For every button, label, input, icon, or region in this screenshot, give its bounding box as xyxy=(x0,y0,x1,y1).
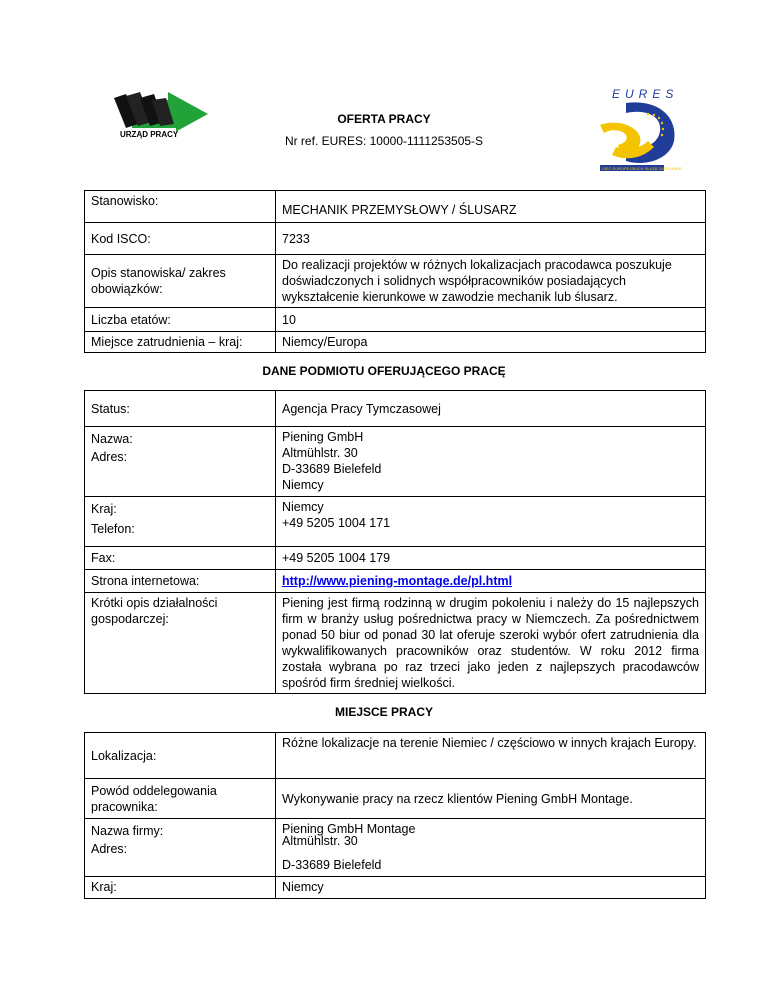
workplace-adres-line-1: Altmühlstr. 30 xyxy=(282,834,358,848)
workplace-kraj-label: Kraj: xyxy=(85,877,276,899)
employer-section-title: DANE PODMIOTU OFERUJĄCEGO PRACĘ xyxy=(262,364,506,378)
opis-stanowiska-label: Opis stanowiska/ zakres obowiązków: xyxy=(85,255,276,308)
urzad-pracy-logo-text: URZĄD PRACY xyxy=(120,130,179,139)
table-row xyxy=(85,332,706,353)
employer-table xyxy=(84,390,706,694)
table-row xyxy=(85,779,706,819)
nazwa-value: Piening GmbH xyxy=(282,430,364,444)
miejsce-zatrudnienia-label: Miejsce zatrudnienia – kraj: xyxy=(85,332,276,353)
website-link[interactable]: http://www.piening-montage.de/pl.html xyxy=(282,574,513,588)
adres-label: Adres: xyxy=(91,450,128,464)
workplace-kraj-value: Niemcy xyxy=(276,877,706,899)
firma-adres-labels xyxy=(85,819,276,877)
reference-number: Nr ref. EURES: 10000-1111253505-S xyxy=(284,134,484,148)
eures-logo xyxy=(596,85,682,173)
status-label: Status: xyxy=(85,391,276,427)
table-row xyxy=(85,391,706,427)
adres-line-1: Altmühlstr. 30 xyxy=(282,446,358,460)
powod-value: Wykonywanie pracy na rzecz klientów Piening GmbH Montage. xyxy=(276,779,706,819)
fax-label: Fax: xyxy=(85,547,276,570)
workplace-section-title: MIEJSCE PRACY xyxy=(334,705,434,719)
table-row xyxy=(85,255,706,308)
opis-stanowiska-value: Do realizacji projektów w różnych lokalizacjach pracodawca poszukuje doświadczonych i solidnych współpracowników posiadających wykształcenie kierunkowe w zawodzie mechanik lub ślusarz. xyxy=(276,255,706,308)
table-row xyxy=(85,223,706,255)
workplace-adres-label: Adres: xyxy=(91,842,128,856)
liczba-etatow-label: Liczba etatów: xyxy=(85,308,276,332)
table-row xyxy=(85,427,706,497)
table-row xyxy=(85,547,706,570)
firma-adres-values xyxy=(276,819,706,877)
table-row xyxy=(85,570,706,593)
kraj-telefon-labels xyxy=(85,497,276,547)
www-value xyxy=(276,570,706,593)
www-label: Strona internetowa: xyxy=(85,570,276,593)
nazwa-label: Nazwa: xyxy=(91,432,133,446)
kraj-label: Kraj: xyxy=(91,502,117,516)
telefon-label: Telefon: xyxy=(91,522,135,536)
table-row xyxy=(85,593,706,694)
liczba-etatow-value: 10 xyxy=(276,308,706,332)
lokalizacja-value: Różne lokalizacje na terenie Niemiec / częściowo w innych krajach Europy. xyxy=(276,733,706,779)
powod-label: Powód oddelegowania pracownika: xyxy=(85,779,276,819)
status-value: Agencja Pracy Tymczasowej xyxy=(276,391,706,427)
isco-label: Kod ISCO: xyxy=(85,223,276,255)
adres-line-3: Niemcy xyxy=(282,478,324,492)
table-row xyxy=(85,497,706,547)
nazwa-firmy-label: Nazwa firmy: xyxy=(91,824,164,838)
kraj-value: Niemcy xyxy=(282,500,324,514)
nazwa-adres-values xyxy=(276,427,706,497)
table-row xyxy=(85,877,706,899)
workplace-adres-line-2: D-33689 Bielefeld xyxy=(282,858,382,872)
adres-line-2: D-33689 Bielefeld xyxy=(282,462,382,476)
lokalizacja-label: Lokalizacja: xyxy=(85,733,276,779)
offer-title: OFERTA PRACY xyxy=(337,112,431,126)
table-row xyxy=(85,191,706,223)
nazwa-adres-labels xyxy=(85,427,276,497)
job-table xyxy=(84,190,706,353)
opis-dzialalnosci-label: Krótki opis działalności gospodarczej: xyxy=(85,593,276,694)
opis-dzialalnosci-value: Piening jest firmą rodzinną w drugim pokoleniu i należy do 15 najlepszych firm w branży usług pośrednictwa pracy w Niemczech. Za pośrednictwem ponad 50 biur od ponad 30 lat oferuje szeroki wybór ofert zatrudnienia dla wykwalifikowanych pracowników oraz studentów. W roku 2012 firma została wybrana po raz trzeci jako jeden z najlepszych pracodawców spośród firm średniej wielkości. xyxy=(276,593,706,694)
table-row xyxy=(85,819,706,877)
table-row xyxy=(85,308,706,332)
fax-value: +49 5205 1004 179 xyxy=(276,547,706,570)
nazwa-firmy-value: Piening GmbH Montage xyxy=(282,822,416,836)
eures-logo-text: EURES xyxy=(612,87,679,101)
kraj-telefon-values xyxy=(276,497,706,547)
stanowisko-value: MECHANIK PRZEMYSŁOWY / ŚLUSARZ xyxy=(276,191,706,223)
workplace-table xyxy=(84,732,706,899)
miejsce-zatrudnienia-value: Niemcy/Europa xyxy=(276,332,706,353)
eures-logo-subtext: SIEĆ EUROPEJSKICH SŁUŻB ZATRUDNIENIA xyxy=(602,166,682,171)
isco-value: 7233 xyxy=(276,223,706,255)
table-row xyxy=(85,733,706,779)
telefon-value: +49 5205 1004 171 xyxy=(282,516,391,530)
stanowisko-label: Stanowisko: xyxy=(85,191,276,223)
